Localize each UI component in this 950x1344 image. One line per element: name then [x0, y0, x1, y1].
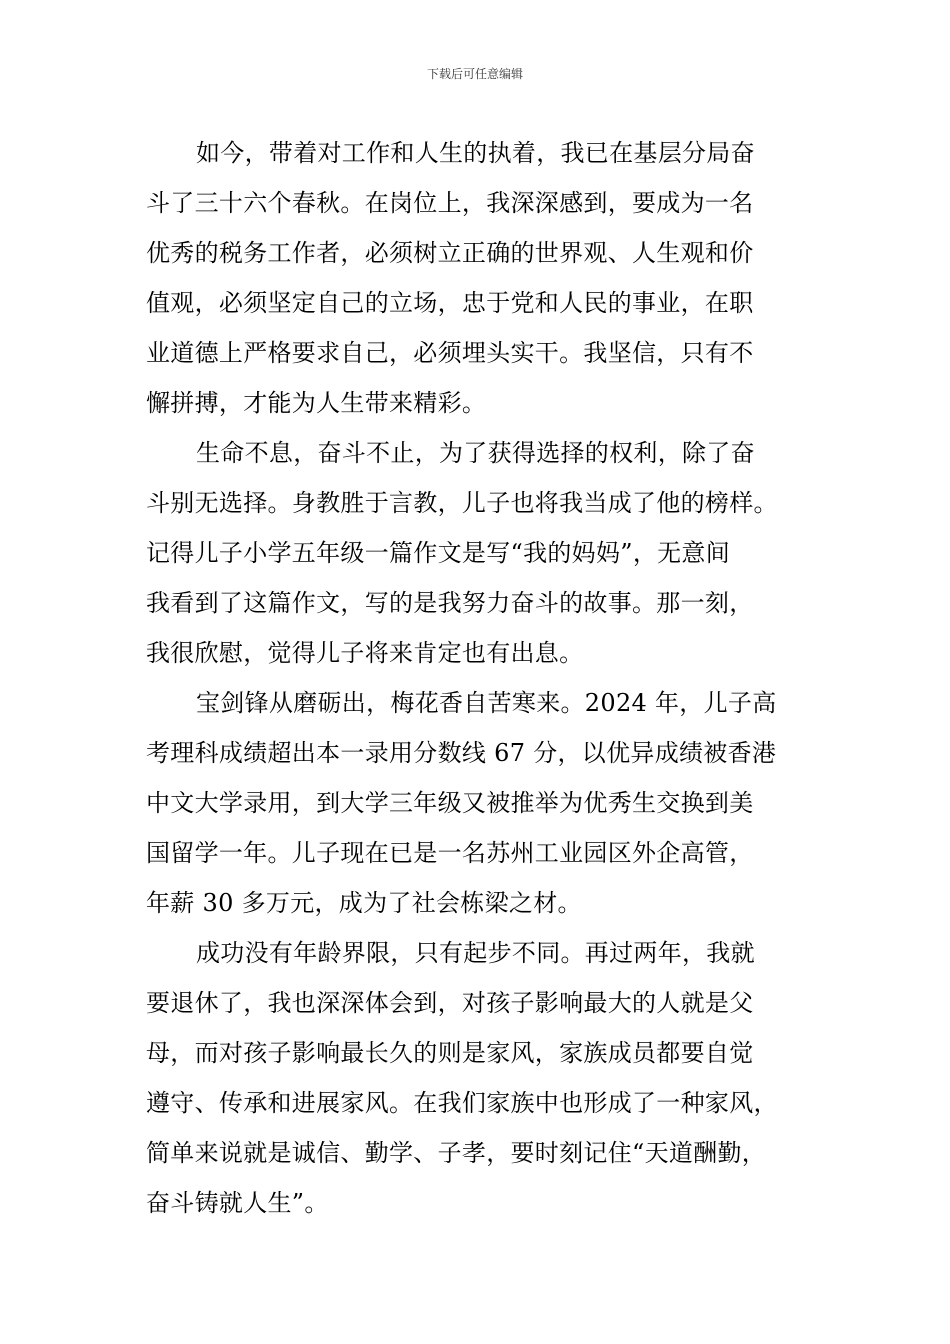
- text-line: 中文大学录用，到大学三年级又被推举为优秀生交换到美: [146, 789, 754, 817]
- text-line: 斗了三十六个春秋。在岗位上，我深深感到，要成为一名: [146, 189, 754, 217]
- text-line: 年薪 30 多万元，成为了社会栋梁之材。: [146, 889, 582, 917]
- text-line: 如今，带着对工作和人生的执着，我已在基层分局奋: [196, 139, 755, 167]
- paragraph: [146, 128, 806, 428]
- document-body: [146, 128, 806, 1228]
- paragraph: [146, 428, 806, 678]
- text-line: 国留学一年。儿子现在已是一名苏州工业园区外企高管，: [146, 839, 754, 867]
- text-line: 生命不息，奋斗不止，为了获得选择的权利，除了奋: [196, 439, 755, 467]
- text-line: 斗别无选择。身教胜于言教，儿子也将我当成了他的榜样。: [146, 489, 778, 517]
- text-line: 母，而对孩子影响最长久的则是家风，家族成员都要自觉: [146, 1039, 754, 1067]
- text-line: 成功没有年龄界限，只有起步不同。再过两年，我就: [196, 939, 755, 967]
- text-line: 奋斗铸就人生”。: [146, 1189, 329, 1217]
- text-line: 值观，必须坚定自己的立场，忠于党和人民的事业，在职: [146, 289, 754, 317]
- text-line: 记得儿子小学五年级一篇作文是写“我的妈妈”，无意间: [146, 539, 731, 567]
- text-line: 简单来说就是诚信、勤学、子孝，要时刻记住“天道酬勤，: [146, 1139, 767, 1167]
- text-line: 遵守、传承和进展家风。在我们家族中也形成了一种家风，: [146, 1089, 778, 1117]
- text-line: 考理科成绩超出本一录用分数线 67 分，以优异成绩被香港: [146, 739, 777, 767]
- text-line: 我很欣慰，觉得儿子将来肯定也有出息。: [146, 639, 584, 667]
- text-line: 优秀的税务工作者，必须树立正确的世界观、人生观和价: [146, 239, 754, 267]
- paragraph: [146, 928, 806, 1228]
- paragraph: [146, 678, 806, 928]
- text-line: 宝剑锋从磨砺出，梅花香自苦寒来。2024 年，儿子高: [196, 689, 777, 717]
- text-line: 业道德上严格要求自己，必须埋头实干。我坚信，只有不: [146, 339, 754, 367]
- text-line: 我看到了这篇作文，写的是我努力奋斗的故事。那一刻，: [146, 589, 754, 617]
- text-line: 懈拼搏，才能为人生带来精彩。: [146, 389, 487, 417]
- text-line: 要退休了，我也深深体会到，对孩子影响最大的人就是父: [146, 989, 754, 1017]
- header-note: 下载后可任意编辑: [426, 67, 523, 81]
